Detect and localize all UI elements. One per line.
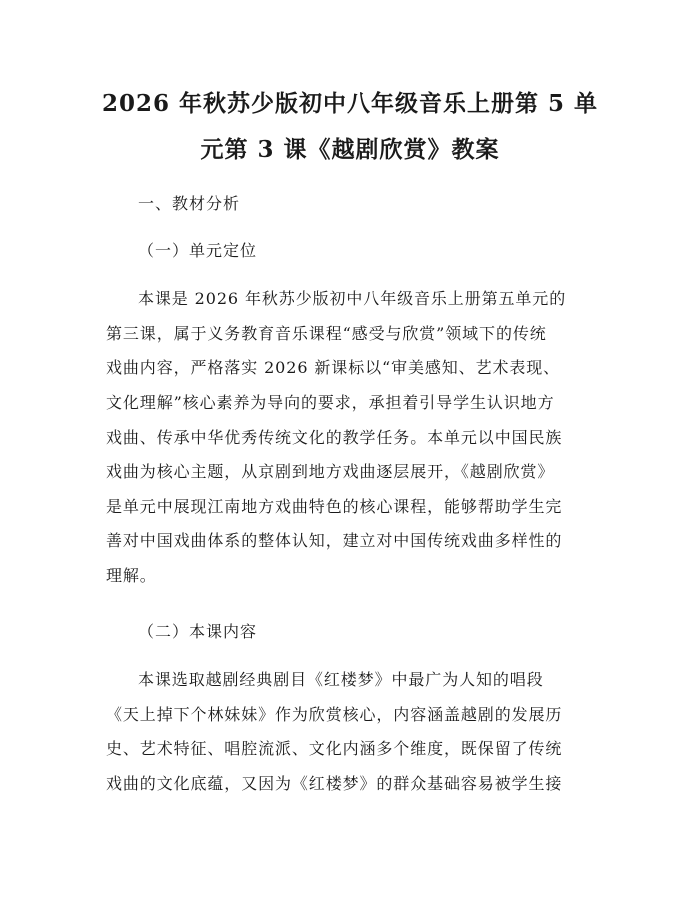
paragraph-line: 第三课，属于义务教育音乐课程“感受与欣赏”领域下的传统 [106,324,547,343]
paragraph-line: 戏曲内容，严格落实 2026 新课标以“审美感知、艺术表现、 [106,358,561,377]
document-title-line-1: 2026 年秋苏少版初中八年级音乐上册第 5 单 [101,90,599,117]
paragraph-line: 史、艺术特征、唱腔流派、文化内涵多个维度，既保留了传统 [106,739,563,758]
subsection-heading-unit-positioning: （一）单元定位 [138,241,258,260]
paragraph-line: 文化理解”核心素养为导向的要求，承担着引导学生认识地方 [106,393,555,412]
paragraph-line: 戏曲的文化底蕴，又因为《红楼梦》的群众基础容易被学生接 [106,774,563,793]
subsection-heading-lesson-content: （二）本课内容 [138,622,258,641]
paragraph-line: 本课是 2026 年秋苏少版初中八年级音乐上册第五单元的 [138,289,567,308]
paragraph-line: 《天上掉下个林妹妹》作为欣赏核心，内容涵盖越剧的发展历 [106,705,563,724]
paragraph-line: 是单元中展现江南地方戏曲特色的核心课程，能够帮助学生完 [106,497,563,516]
paragraph-line: 戏曲、传承中华优秀传统文化的教学任务。本单元以中国民族 [106,428,563,447]
section-heading-teaching-material-analysis: 一、教材分析 [138,194,241,213]
paragraph-line: 戏曲为核心主题，从京剧到地方戏曲逐层展开，《越剧欣赏》 [106,462,555,481]
document-title-line-2: 元第 3 课《越剧欣赏》教案 [200,136,500,163]
paragraph-line: 善对中国戏曲体系的整体认知，建立对中国传统戏曲多样性的 [106,531,563,550]
paragraph-line: 本课选取越剧经典剧目《红楼梦》中最广为人知的唱段 [138,670,544,689]
paragraph-line: 理解。 [106,566,157,585]
